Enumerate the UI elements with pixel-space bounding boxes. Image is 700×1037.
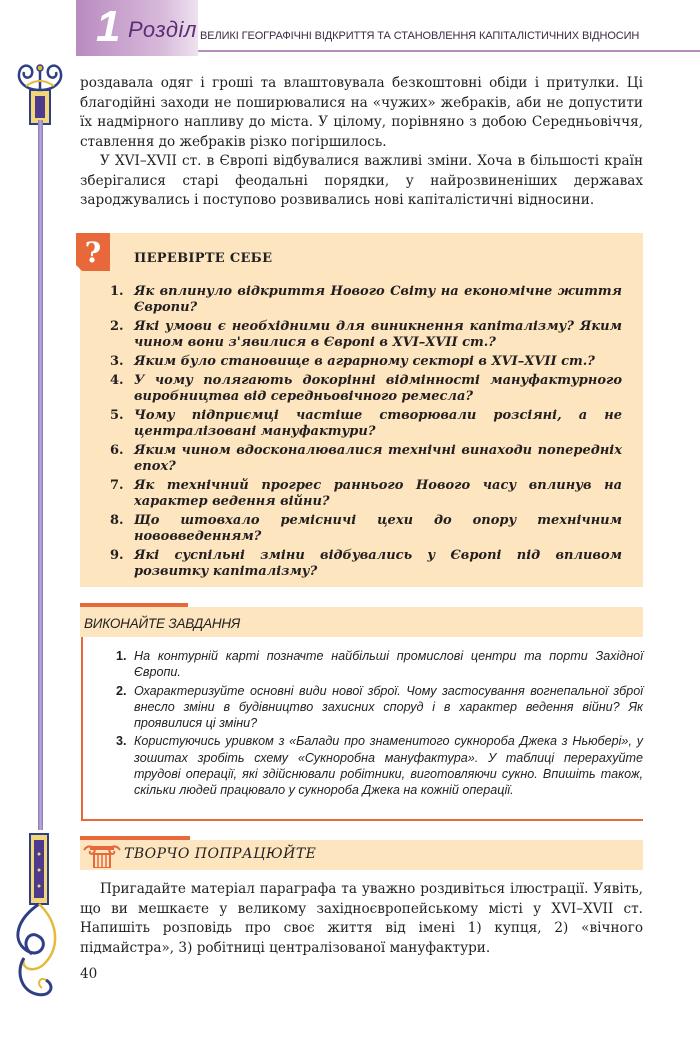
chapter-label: Розділ bbox=[128, 17, 197, 42]
chapter-tab bbox=[76, 0, 198, 56]
question-text: У чому полягають докорінні відмінності мануфактурного виробництва від середньовічного ремесла? bbox=[134, 373, 622, 404]
task-list bbox=[116, 648, 643, 801]
question-text: Яким чином вдосконалювалися технічні винаходи попередніх епох? bbox=[134, 443, 622, 474]
question-text: Як вплинуло відкриття Нового Світу на економічне життя Європи? bbox=[134, 284, 622, 315]
question-text: Що штовхало ремісничі цехи до опору технічним нововведенням? bbox=[134, 513, 622, 544]
question-text: Які умови є необхідними для виникнення капіталізму? Яким чином вони з'явилися в Європі в XVI–XVII ст.? bbox=[134, 319, 622, 350]
column-capital-icon bbox=[82, 842, 122, 868]
question-number: 1. bbox=[110, 284, 124, 299]
question-mark-icon bbox=[76, 233, 110, 271]
page-number: 40 bbox=[80, 966, 98, 982]
question-number: 9. bbox=[110, 548, 124, 563]
task-text: Користуючись уривком з «Балади про знаменитого сукнороба Джека з Ньюбері», у зошитах зробіть схему «Сукноробна мануфактура». У таблиці перерахуйте трудові операції, які здійснювали робітники, виготовляючи сукно. Впишіть також, скільки людей працювало у сукнороба Джека на кожній операції. bbox=[134, 734, 643, 798]
paragraph-continuation: роздавала одяг і гроші та влаштовувала безкоштовні обіди і притулки. Ці благодійні заходи не поширювалися на «чужих» жебраків, аби не допустити їх надмірного напливу до міста. У цілому, порівняно з добою Середньовіччя, ставлення до жебраків різко погіршилось. bbox=[80, 75, 643, 150]
question-item bbox=[110, 319, 622, 351]
question-text: Як технічний прогрес раннього Нового часу вплинув на характер ведення війни? bbox=[134, 478, 622, 509]
task-number: 3. bbox=[116, 734, 127, 749]
question-number: 7. bbox=[110, 478, 124, 493]
question-number: 8. bbox=[110, 513, 124, 528]
question-number: 2. bbox=[110, 319, 124, 334]
question-number: 5. bbox=[110, 408, 124, 423]
paragraph: У XVI–XVII ст. в Європі відбувалися важливі зміни. Хоча в більшості країн зберігалися старі феодальні порядки, у найрозвиненіших державах зароджувались і поступово розвивались нові капіталістичні відносини. bbox=[80, 153, 643, 208]
question-item bbox=[110, 513, 622, 545]
question-item bbox=[110, 408, 622, 440]
margin-line bbox=[38, 120, 43, 830]
check-yourself-title: ПЕРЕВІРТЕ СЕБЕ bbox=[134, 251, 273, 266]
chapter-header bbox=[76, 0, 700, 56]
task-number: 2. bbox=[116, 683, 127, 698]
question-item bbox=[110, 373, 622, 405]
task-text: На контурній карті позначте найбільші промислові центри та порти Західної Європи. bbox=[134, 649, 643, 680]
chapter-title: ВЕЛИКІ ГЕОГРАФІЧНІ ВІДКРИТТЯ ТА СТАНОВЛЕННЯ КАПІТАЛІСТИЧНИХ ВІДНОСИН bbox=[200, 30, 640, 42]
question-number: 4. bbox=[110, 373, 124, 388]
creative-text: Пригадайте матеріал параграфа та уважно роздивіться ілюстрації. Уявіть, що ви мешкаєте у великому західноєвропейському місті у XVI–XVII ст. Напишіть розповідь про своє життя від імені 1) купця, 2) «вічного підмайстра», 3) робітниці централізованої мануфактури. bbox=[80, 881, 643, 956]
task-item bbox=[116, 733, 643, 798]
check-yourself-questions bbox=[110, 284, 622, 583]
question-number: 3. bbox=[110, 354, 124, 369]
question-item bbox=[110, 478, 622, 510]
chapter-number: 1 bbox=[96, 2, 121, 51]
task-title: ВИКОНАЙТЕ ЗАВДАННЯ bbox=[84, 616, 240, 631]
main-text bbox=[80, 74, 643, 211]
task-item bbox=[116, 648, 643, 681]
task-text: Охарактеризуйте основні види нової зброї. Чому застосування вогнепальної зброї внесло зміни в будівництво захисних споруд і в характер ведення війни? Як проявилися ці зміни? bbox=[134, 683, 643, 731]
question-item bbox=[110, 548, 622, 580]
question-item bbox=[110, 354, 622, 370]
question-text: Чому підприємці частіше створювали розсіяні, а не централізовані мануфактури? bbox=[134, 408, 622, 439]
header-divider bbox=[198, 50, 700, 52]
question-text: Яким було становище в аграрному секторі в XVI–XVII ст.? bbox=[134, 354, 595, 369]
celtic-ornament-bottom-icon bbox=[6, 830, 70, 1010]
task-number: 1. bbox=[116, 649, 127, 663]
celtic-ornament-icon bbox=[14, 60, 66, 126]
question-item bbox=[110, 443, 622, 475]
task-item bbox=[116, 683, 643, 732]
question-badge-text: ? bbox=[84, 236, 102, 269]
question-item bbox=[110, 284, 622, 316]
question-text: Які суспільні зміни відбувались у Європі під впливом розвитку капіталізму? bbox=[134, 548, 622, 579]
creative-title: ТВОРЧО ПОПРАЦЮЙТЕ bbox=[124, 846, 317, 862]
question-number: 6. bbox=[110, 443, 124, 458]
